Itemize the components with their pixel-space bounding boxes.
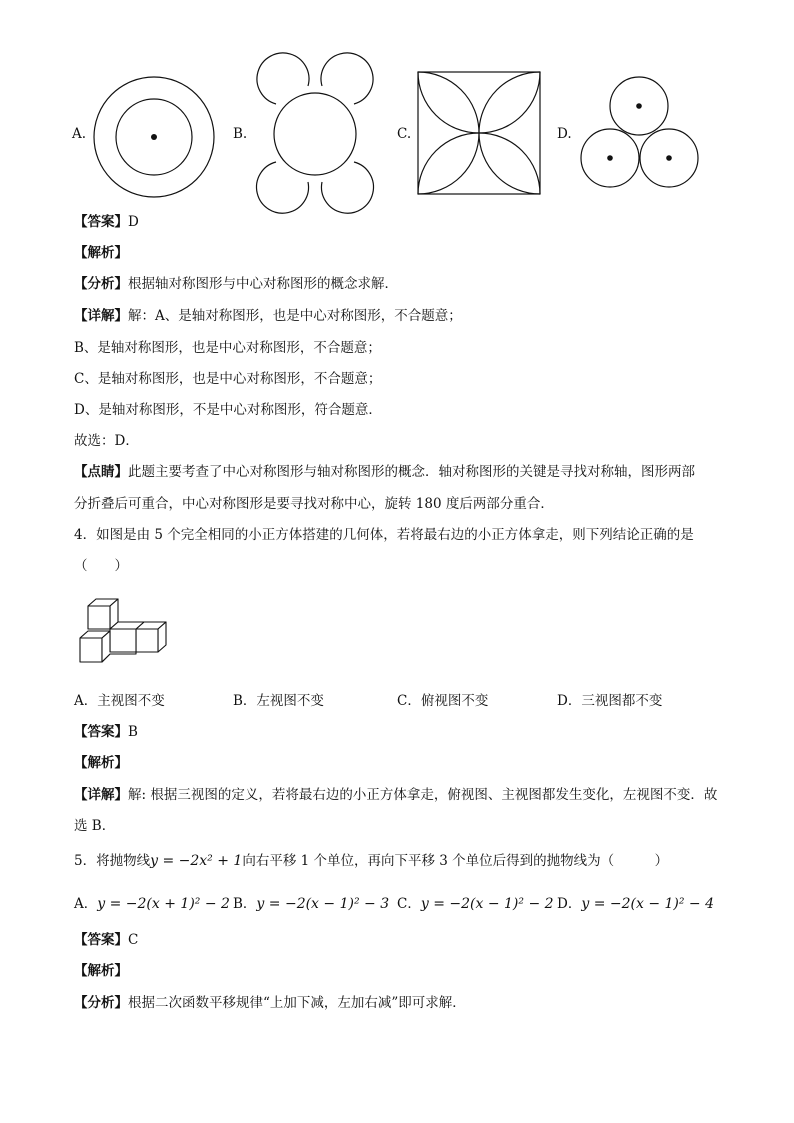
q3-select: 故选：D． xyxy=(74,433,139,449)
analysis-tag: 【解析】 xyxy=(74,245,128,261)
q5-answer-line xyxy=(74,931,138,949)
q5-choice-d-formula: y = −2(x − 1)² − 4 xyxy=(581,896,715,912)
analysis-tag: 【解析】 xyxy=(74,755,128,771)
q5-choice-b xyxy=(233,895,389,913)
answer-tag: 【答案】 xyxy=(74,932,128,948)
figure-a-label: A. xyxy=(72,126,87,142)
analysis-tag: 【解析】 xyxy=(74,963,128,979)
q3-answer-line xyxy=(74,213,139,231)
q5-stem-suffix: 向右平移 1 个单位，再向下平移 3 个单位后得到的抛物线为（ ） xyxy=(242,853,669,869)
q5-choice-a-formula: y = −2(x + 1)² − 2 xyxy=(97,896,230,912)
q3-fenxi-text: 根据轴对称图形与中心对称图形的概念求解． xyxy=(128,276,398,292)
q5-choice-a xyxy=(74,895,230,913)
q3-dianjing-text: 此题主要考查了中心对称图形与轴对称图形的概念．轴对称图形的关键是寻找对称轴，图形两部 xyxy=(128,464,695,480)
q4-choice-a: A．主视图不变 xyxy=(74,693,165,709)
q5-choice-b-label: B． xyxy=(233,896,257,912)
q5-stem xyxy=(74,852,668,870)
q5-choice-c-formula: y = −2(x − 1)² − 2 xyxy=(420,896,554,912)
q3-line-d: D、是轴对称图形，不是中心对称图形，符合题意． xyxy=(74,402,382,418)
q5-fenxi-text: 根据二次函数平移规律“上加下减，左加右减”即可求解． xyxy=(128,995,466,1011)
q4-stem-line1: 4．如图是由 5 个完全相同的小正方体搭建的几何体，若将最右边的小正方体拿走，则下列结论正确的是 xyxy=(74,527,694,543)
q4-answer: B xyxy=(128,724,138,740)
q4-answer-line xyxy=(74,723,138,741)
q3-answer: D xyxy=(128,214,139,230)
answer-tag: 【答案】 xyxy=(74,214,128,230)
q4-stem-line2: （ ） xyxy=(74,558,128,574)
q4-choice-b: B．左视图不变 xyxy=(233,693,324,709)
q5-answer: C xyxy=(128,932,139,948)
fenxi-tag: 【分析】 xyxy=(74,276,128,292)
q3-line-b: B、是轴对称图形，也是中心对称图形，不合题意； xyxy=(74,340,381,356)
figure-c-label: C. xyxy=(397,126,412,142)
q5-choice-b-formula: y = −2(x − 1)² − 3 xyxy=(256,896,390,912)
q3-analysis-line xyxy=(74,244,128,262)
q3-xiangjie-text: 解：A、是轴对称图形，也是中心对称图形，不合题意； xyxy=(128,308,462,324)
q4-xiangjie-line2: 选 B． xyxy=(74,818,116,834)
q4-choice-c: C．俯视图不变 xyxy=(397,693,489,709)
figure-d-label: D. xyxy=(557,126,572,142)
figure-a-concentric-circles xyxy=(92,75,216,199)
q3-fenxi-line xyxy=(74,275,398,293)
q5-analysis-line xyxy=(74,962,128,980)
q3-line-c: C、是轴对称图形，也是中心对称图形，不合题意； xyxy=(74,371,382,387)
figure-d-three-circles xyxy=(578,76,702,190)
q5-choice-c-label: C． xyxy=(397,896,421,912)
dianjing-tag: 【点睛】 xyxy=(74,464,128,480)
xiangjie-tag: 【详解】 xyxy=(74,308,128,324)
q4-analysis-line xyxy=(74,754,128,772)
q3-xiangjie-line xyxy=(74,307,462,325)
q5-stem-prefix: 5．将抛物线 xyxy=(74,853,151,869)
q4-xiangjie-line1 xyxy=(74,786,717,804)
figure-b-four-petal-circle xyxy=(250,72,380,197)
q5-choice-d-label: D． xyxy=(557,896,582,912)
answer-tag: 【答案】 xyxy=(74,724,128,740)
xiangjie-tag: 【详解】 xyxy=(74,787,128,803)
q5-stem-formula: y = −2x² + 1 xyxy=(150,853,243,869)
q5-fenxi-line xyxy=(74,994,466,1012)
q5-choice-a-label: A． xyxy=(74,896,98,912)
q5-choice-d xyxy=(557,895,714,913)
q3-dianjing-line1 xyxy=(74,463,695,481)
figure-c-square-with-arcs xyxy=(417,71,541,195)
q4-xiangjie-text: 解: 根据三视图的定义，若将最右边的小正方体拿走，俯视图、主视图都发生变化，左视图不变．故 xyxy=(128,787,718,803)
q4-cube-figure xyxy=(78,598,170,664)
figure-b-label: B. xyxy=(233,126,248,142)
q3-dianjing-line2: 分折叠后可重合，中心对称图形是要寻找对称中心，旋转 180 度后两部分重合． xyxy=(74,496,554,512)
q5-choice-c xyxy=(397,895,554,913)
fenxi-tag: 【分析】 xyxy=(74,995,128,1011)
q4-choice-d: D．三视图都不变 xyxy=(557,693,663,709)
